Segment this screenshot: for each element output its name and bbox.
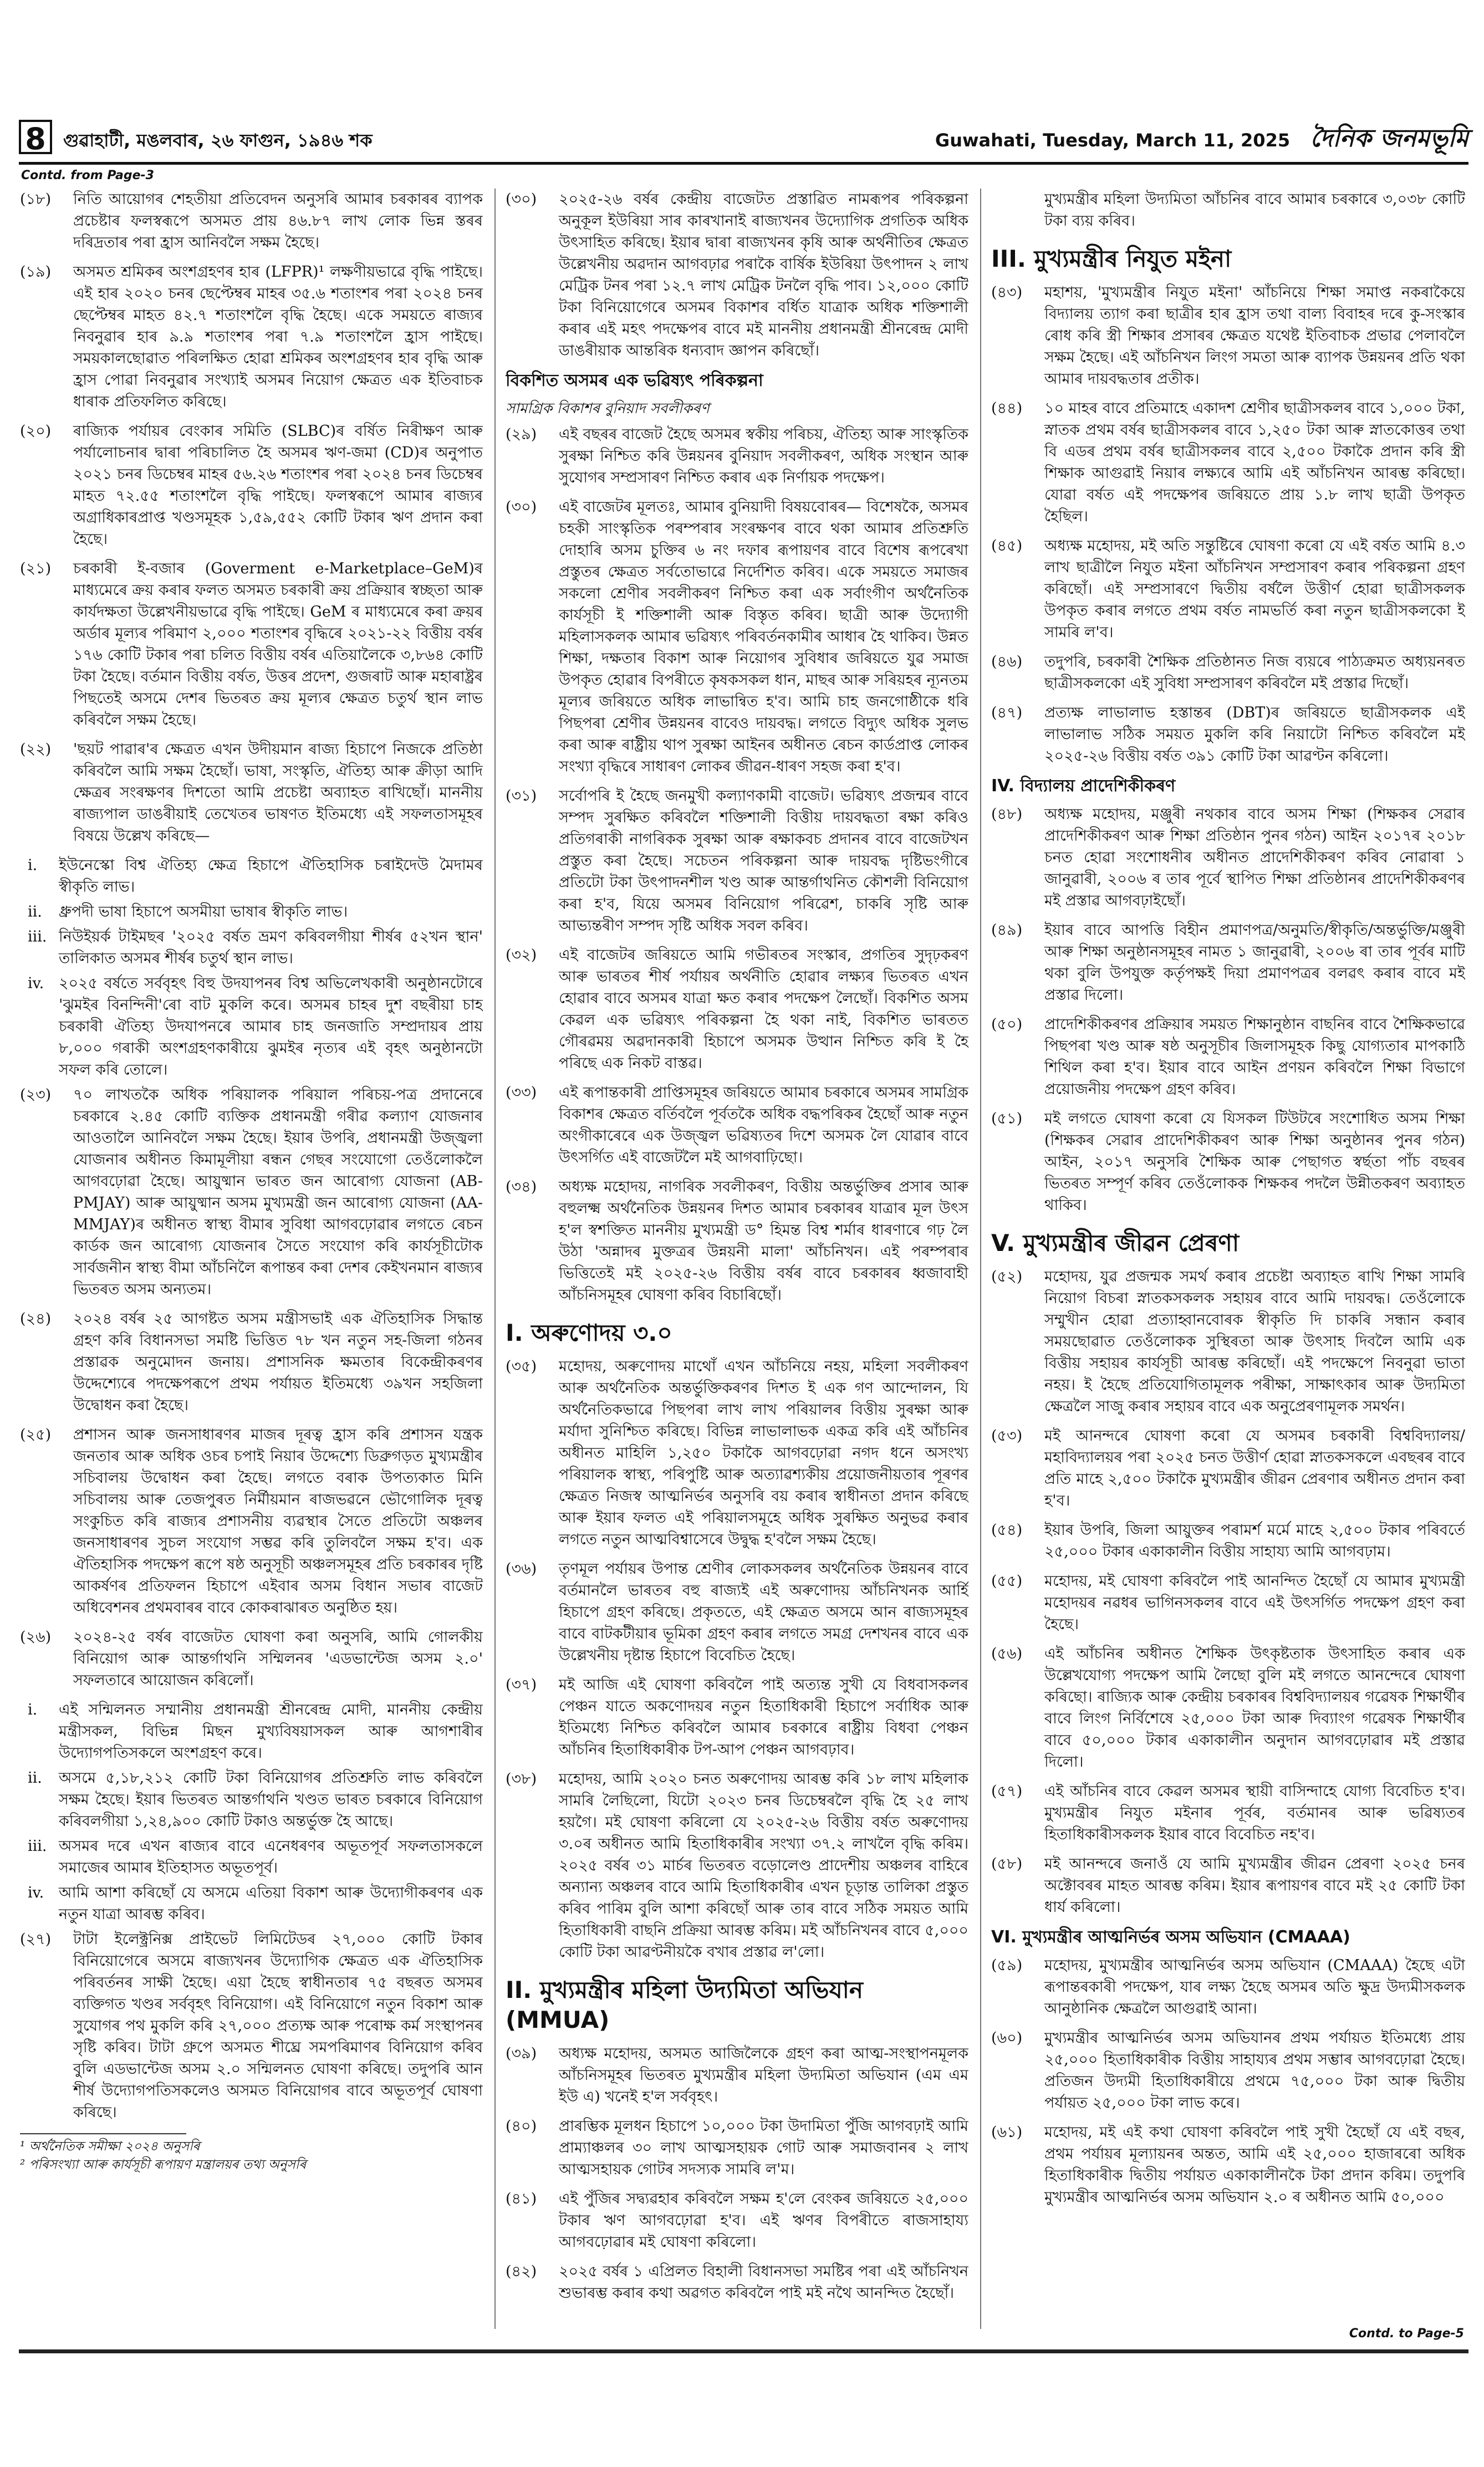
paragraph-number: (৪২)	[506, 2263, 537, 2280]
paragraph	[991, 189, 1465, 232]
sublist-number: iv.	[28, 1884, 44, 1901]
paragraph-text: প্ৰশাসন আৰু জনসাধাৰণৰ মাজৰ দূৰত্ব হ্ৰাস কৰি প্ৰশাসন যন্ত্ৰক জনতাৰ আৰু অধিক ওচৰ চপাই নিয়াৰ উদ্দেশ্যে ডিব্ৰুগড়ত মুখ্যমন্ত্ৰীৰ সচিবালয় উদ্বোধন কৰা হৈছে। লগতে বৰাক উপত্যকাত মিনি সচিবালয় আৰু তেজপুৰত নিৰ্মীয়মান ৰাজভৱনে ভৌগোলিক দূৰত্ব সংকুচিত কৰি ৰাজ্যৰ প্ৰশাসনীয় ব্যৱস্থাৰ সৈতে প্ৰতিটো অঞ্চলৰ জনসাধাৰণৰ সুচল সংযোগ সম্ভৱ কৰি তুলিবলৈ সক্ষম হ'ব। এক ঐতিহাসিক পদক্ষেপ ৰূপে ষষ্ঠ অনুসূচী অঞ্চলসমূহৰ প্ৰতি চৰকাৰৰ দৃষ্টি আকৰ্ষণৰ প্ৰতিফলন হিচাপে এইবাৰ অসম বিধান সভাৰ বাজেট অধিবেশনৰ প্ৰথমবাৰৰ বাবে কোকৰাঝাৰত অনুষ্ঠিত হয়।	[73, 1426, 483, 1616]
paragraph-number: (৪৭)	[991, 704, 1023, 721]
paragraph-number: (২২)	[20, 741, 52, 758]
footnote-rule	[20, 2133, 186, 2134]
paragraph	[506, 2261, 968, 2304]
sublist-item	[20, 901, 483, 923]
dateline-assamese: গুৱাহাটী, মঙলবাৰ, ২৬ ফাগুন, ১৯৪৬ শক	[63, 130, 373, 151]
paragraph	[506, 1558, 968, 1666]
sublist-text: ধ্ৰুপদী ভাষা হিচাপে অসমীয়া ভাষাৰ স্বীকৃতি লাভ।	[59, 903, 348, 920]
paragraph	[991, 1108, 1465, 1216]
column-divider	[980, 189, 981, 2329]
paragraph	[506, 785, 968, 937]
paragraph	[20, 261, 483, 413]
paragraph	[20, 1424, 483, 1619]
paragraph-number: (২৬)	[20, 1629, 52, 1646]
section-heading: VI. মুখ্যমন্ত্ৰীৰ আত্মনিৰ্ভৰ অসম অভিযান (CMAAA)	[991, 1927, 1350, 1947]
paragraph-text: মুখ্যমন্ত্ৰীৰ মহিলা উদ্যমিতা আঁচনিৰ বাবে আমাৰ চৰকাৰে ৩,০৩৮ কোটি টকা ব্যয় কৰিব।	[1044, 191, 1465, 230]
paragraph-group	[991, 282, 1465, 767]
paragraph-group	[506, 424, 968, 1306]
dateline-english: Guwahati, Tuesday, March 11, 2025	[935, 130, 1291, 151]
paragraph-text: এই আঁচনিৰ বাবে কেৱল অসমৰ স্থায়ী বাসিন্দাহে যোগ্য বিবেচিত হ'ব। মুখ্যমন্ত্ৰীৰ নিযুত মইনাৰ পূৰ্বৰ, বৰ্তমানৰ আৰু ভৱিষ্যতৰ হিতাধিকাৰীসকলক ইয়াৰ বাবে বিবেচিত নহ'ব।	[1044, 1783, 1465, 1843]
paragraph	[20, 739, 483, 847]
paragraph-text: ৭০ লাখতকৈ অধিক পৰিয়ালক পৰিয়াল পৰিচয়-পত্ৰ প্ৰদানেৰে চৰকাৰে ২.৪৫ কোটি ব্যক্তিক প্ৰধানমন্ত্ৰী গৰীৱ কল্যাণ যোজনাৰ আওতালৈ আনিবলৈ সক্ষম হৈছে। ইয়াৰ উপৰি, প্ৰধানমন্ত্ৰী উজ্জ্বলা যোজনাৰ অধীনত কিমামূলীয়া ৰন্ধন গেছৰ সংযোগো তেওঁলোকলৈ আগবঢ়োৱা হৈছে। আয়ুষ্মান ভাৰত জন আৰোগ্য যোজনা (AB-PMJAY) আৰু আয়ুষ্মান অসম মুখ্যমন্ত্ৰী জন আৰোগ্য যোজনা (AA-MMJAY)ৰ অধীনত স্বাস্থ্য বীমাৰ সুবিধা আগবঢ়োৱাৰ লগতে ৰেচন কাৰ্ডক জন আৰোগ্য যোজনাৰ সৈতে সংযোগ কৰি কাৰ্যসূচীটোক সাৰ্বজনীন স্বাস্থ্য বীমা আঁচনিলৈ ৰূপান্তৰ কৰা দেশৰ কেইখনমান ৰাজ্যৰ ভিতৰত অসম অন্যতম।	[73, 1086, 483, 1298]
paragraph-number: (৬১)	[991, 2124, 1023, 2141]
paragraph-number: (৫৩)	[991, 1427, 1023, 1444]
sublist-number: i.	[28, 857, 38, 874]
paragraph-number: (২০)	[20, 423, 52, 440]
paragraph	[991, 1853, 1465, 1918]
sublist-number: iii.	[28, 1838, 47, 1855]
paragraph-text: এই বাজেটৰ মূলতঃ, আমাৰ বুনিয়াদী বিষয়বোৰৰ— বিশেষকৈ, অসমৰ চহকী সাংস্কৃতিক পৰম্পৰাৰ সংৰক্ষণৰ বাবে থকা আমাৰ প্ৰতিশ্ৰুতি দোহাৰি অসম চুক্তিৰ ৬ নং দফাৰ ৰূপায়ণৰ বাবে বিশেষ ৰূপৰেখা প্ৰস্তুতৰ ক্ষেত্ৰত সৰ্বতোভাৱে নিৰ্দেশিত কৰিব। একে সময়তে সমাজৰ সকলো শ্ৰেণীৰ সবলীকৰণ নিশ্চিত কৰা এক সৰ্বাংগীণ অৰ্থনৈতিক কাৰ্যসূচী ই শক্তিশালী আৰু বিস্তৃত কৰিব। ছাত্ৰী আৰু উদ্যোগী মহিলাসকলক আমাৰ ভৱিষ্যৎ পৰিবৰ্তনকামীৰ আধাৰ হৈ থাকিব। উন্নত শিক্ষা, দক্ষতাৰ বিকাশ আৰু নিয়োগৰ সুবিধাৰ জৰিয়তে যুৱ সমাজ উপকৃত হোৱাৰ বিপৰীতে কৃষকসকল ধান, মাছৰ আৰু সৰিয়হৰ ন্যূনতম মূল্যৰ জৰিয়তে অধিক লাভান্বিত হ'ব। আমি চাহ জনগোষ্ঠীকে ধৰি পিছপৰা শ্ৰেণীৰ উন্নয়নৰ বাবেও দায়বদ্ধ। লগতে বিদ্যুৎ অধিক সুলভ কৰা আৰু ৰাষ্ট্ৰীয় থাপ সুৰক্ষা আইনৰ অধীনত ৰেচন কাৰ্ডপ্ৰাপ্ত লোকৰ সংখ্যা বৃদ্ধিৰে সাধাৰণ লোকৰ জীৱন-ধাৰণ সহজ কৰা হ'ব।	[559, 499, 968, 775]
paragraph	[20, 1308, 483, 1416]
paragraph-number: (২৩)	[20, 1086, 52, 1103]
header-right	[935, 120, 1468, 160]
paragraph-text: এই আঁচনিৰ অধীনত শৈক্ষিক উৎকৃষ্টতাক উৎসাহিত কৰাৰ এক উল্লেখযোগ্য পদক্ষেপ আমি লৈছো বুলি মই লগতে আনন্দেৰে ঘোষণা কৰিছো। ৰাজ্যিক আৰু কেন্দ্ৰীয় চৰকাৰৰ বিশ্ববিদ্যালয়ৰ গৱেষক শিক্ষাৰ্থীৰ বাবে লিংগ নিৰ্বিশেষে ২৫,০০০ টকা আৰু দিব্যাংগ গৱেষক শিক্ষাৰ্থীৰ বাবে ৫০,০০০ টকাৰ একাকালীন অনুদান আগবঢ়োৱাৰ মই প্ৰস্তাৱ দিলো।	[1044, 1645, 1465, 1771]
column-3	[991, 189, 1465, 2329]
paragraph-text: মহোদয়, যুৱ প্ৰজন্মক সমৰ্থ কৰাৰ প্ৰচেষ্টা অব্যাহত ৰাখি শিক্ষা সামৰি নিয়োগ বিচৰা স্নাতকসকলক সহায়ৰ বাবে আমি দায়বদ্ধ। তেওঁলোকে সম্মুখীন হোৱা প্ৰত্যাহ্বানবোৰক স্বীকৃতি দি চাকৰি সন্ধান কৰাৰ সময়ছোৱাত তেওঁলোকক সুস্থিৰতা আৰু উৎসাহ দিবলৈ আমি এক বিত্তীয় সহায়ৰ কাৰ্যসূচী আৰম্ভ কৰিছোঁ। এই পদক্ষেপে নিবনুৱা ভাতা নহয়। ই হৈছে প্ৰতিযোগিতামূলক পৰীক্ষা, সাক্ষাৎকাৰ আৰু উদ্যমিতা ক্ষেত্ৰলৈ সাজু কৰাৰ সহায়ৰ বাবে এক অনুপ্ৰেৰণামূলক সমৰ্থন।	[1044, 1268, 1465, 1415]
paragraph	[991, 919, 1465, 1006]
sublist-text: ইউনেস্কো বিশ্ব ঐতিহ্য ক্ষেত্ৰ হিচাপে ঐতিহাসিক চৰাইদেউ মৈদামৰ স্বীকৃতি লাভ।	[59, 857, 483, 896]
paragraph-number: (৪৫)	[991, 537, 1023, 555]
header-rule	[19, 162, 1468, 165]
paragraph	[991, 1643, 1465, 1773]
paragraph-text: মই আনন্দৰে জনাওঁ যে আমি মুখ্যমন্ত্ৰীৰ জীৱন প্ৰেৰণা ২০২৫ চনৰ অক্টোবৰৰ মাহত আৰম্ভ কৰিম। ইয়াৰ ৰূপায়ণৰ বাবে মই ২৫ কোটি টকা ধাৰ্য কৰিলো।	[1044, 1855, 1465, 1916]
paragraph-number: (৪৯)	[991, 922, 1023, 939]
paragraph	[20, 1084, 483, 1300]
sublist-item	[20, 926, 483, 969]
paragraph	[506, 1356, 968, 1550]
newspaper-name: দৈনিক জনমভূমি	[1310, 124, 1468, 152]
paragraph-text: এই বাজেটৰ জৰিয়তে আমি গভীৰতৰ সংস্কাৰ, প্ৰগতিৰ সুদৃঢ়কৰণ আৰু ভাৰতৰ শীৰ্ষ পৰ্যায়ৰ অৰ্থনীতি হোৱাৰ লক্ষ্যৰ ভিতৰত এখন হোৱাৰ বাবে অসমৰ যাত্ৰা ক্ষত কৰাৰ পদক্ষেপ লৈছোঁ। বিকশিত অসম কেৱল এক ভৱিষ্যৎ পৰিকল্পনা হৈ থকা নাই, বিকশিত ভাৰতত গৌৰৱময় অৱদানকাৰী হিচাপে অসমক উত্থান নিশ্চিত কৰি ই হৈ পৰিছে এক নিকট বাস্তৱ।	[559, 947, 968, 1072]
paragraph	[506, 1674, 968, 1761]
paragraph-text: ইয়াৰ উপৰি, জিলা আয়ুক্তৰ পৰামৰ্শ মৰ্মে মাহে ২,৫০০ টকাৰ পৰিবৰ্তে ২৫,০০০ টকাৰ একাকালীন বিত্তীয় সাহায্য আমি আগবঢ়াম।	[1044, 1522, 1465, 1560]
sublist-item	[20, 1882, 483, 1925]
paragraph-text: মহোদয়, আমি ২০২০ চনত অৰুণোদয় আৰম্ভ কৰি ১৮ লাখ মহিলাক সামৰি লৈছিলো, যিটো ২০২৩ চনৰ ডিচেম্বৰলৈ বৃদ্ধি হৈ ২৫ লাখ হয়গৈ। মই ঘোষণা কৰিলো যে ২০২৫-২৬ বিত্তীয় বৰ্ষত অৰুণোদয় ৩.০ৰ অধীনত আমি হিতাধিকাৰীৰ সংখ্যা ৩৭.২ লাখলৈ বৃদ্ধি কৰিম। ২০২৫ বৰ্ষৰ ৩১ মাৰ্চৰ ভিতৰত বড়োলেণ্ড প্ৰাদেশীয় অঞ্চলৰ বাহিৰে অন্যান্য অঞ্চলৰ বাবে আমি হিতাধিকাৰীৰ এখন চূড়ান্ত তালিকা প্ৰস্তুত কৰিব পাৰিম বুলি আশা কৰিছোঁ আৰু তাৰ বাবে সঠিক সময়ত আমি হিতাধিকাৰী বাছনি প্ৰক্ৰিয়া আৰম্ভ কৰিম। মই আঁচনিখনৰ বাবে ৫,০০০ কোটি টকা আৱণ্টনীয়কৈ বখাৰ প্ৰস্তাৱ ল'লো।	[559, 1771, 968, 1961]
sublist-number: iii.	[28, 928, 47, 945]
page-number: 8	[19, 120, 52, 154]
paragraph-text: চৰকাৰী ই-বজাৰ (Goverment e-Marketplace–GeM)ৰ মাধ্যমেৰে ক্ৰয় কৰাৰ ফলত অসমত চৰকাৰী ক্ৰয় প্ৰক্ৰিয়াৰ স্বচ্ছতা আৰু কাৰ্যদক্ষতা উল্লেখনীয়ভাৱে বৃদ্ধি পাইছে। GeM ৰ মাধ্যমেৰে কৰা ক্ৰয়ৰ অৰ্ডাৰ মূল্যৰ পৰিমাণ ২,০০০ শতাংশৰ বৃদ্ধিৰে ২০২১-২২ বিত্তীয় বৰ্ষৰ ১৭৬ কোটি টকাৰ পৰা চলিত বিত্তীয় বৰ্ষৰ এতিয়ালৈকে ৩,৮৬৪ কোটি টকা হৈছে। বৰ্তমান বিত্তীয় বৰ্ষত, উত্তৰ প্ৰদেশ, গুজৰাট আৰু মহাৰাষ্ট্ৰৰ পিছতেই অসমে দেশৰ ভিতৰত ক্ৰয় মূল্যৰ ক্ষেত্ৰত চতুৰ্থ স্থান লাভ কৰিবলৈ সক্ষম হৈছে।	[73, 560, 483, 729]
paragraph-number: (৫৬)	[991, 1645, 1023, 1662]
paragraph	[991, 1425, 1465, 1512]
paragraph-text: মই লগতে ঘোষণা কৰো যে যিসকল টিউটৰে সংশোধিত অসম শিক্ষা (শিক্ষকৰ সেৱাৰ প্ৰাদেশিকীকৰণ আৰু শিক্ষা অনুষ্ঠানৰ পুনৰ গঠন) আইন, ২০১৭ অনুসৰি শৈক্ষিক আৰু পেছাগত স্বৰ্ছতা পাঁচ বছৰৰ ভিতৰত সম্পূৰ্ণ কৰিব তেওঁলোকক শিক্ষকৰ পদলৈ উন্নীতকৰণ অব্যাহত থাকিব।	[1044, 1110, 1465, 1214]
paragraph	[506, 424, 968, 489]
paragraph-number: (৫১)	[991, 1110, 1023, 1127]
paragraph-number: (১৮)	[20, 191, 52, 208]
paragraph-text: মই আজি এই ঘোষণা কৰিবলৈ পাই অত্যন্ত সুখী যে বিধবাসকলৰ পেঞ্চন যাতে অকণোদয়ৰ নতুন হিতাধিকাৰী হিচাপে সৰ্বাধিক আৰু ইতিমধ্যে নিশ্চিত কৰিবলৈ আমাৰ চৰকাৰে ৰাষ্ট্ৰীয় বিধবা পেঞ্চন আঁচনিৰ হিতাধিকাৰীক টপ-আপ পেঞ্চন আগবঢ়াব।	[559, 1676, 968, 1758]
paragraph-text: মহোদয়, মুখ্যমন্ত্ৰীৰ আত্মনিৰ্ভৰ অসম অভিযান (CMAAA) হৈছে এটা ৰূপান্তৰকাৰী পদক্ষেপ, যাৰ লক্ষ্য হৈছে অসমৰ অতি ক্ষুদ্ৰ উদ্যমীসকলক আনুষ্ঠানিক ক্ষেত্ৰলৈ আগুৱাই আনা।	[1044, 1957, 1465, 2017]
paragraph-group	[506, 2043, 968, 2304]
paragraph-number: (৫০)	[991, 1016, 1023, 1033]
sublist-text: এই সন্মিলনত সম্মানীয় প্ৰধানমন্ত্ৰী শ্ৰীনৰেন্দ্ৰ মোদী, মাননীয় কেন্দ্ৰীয় মন্ত্ৰীসকল, বিভিন্ন মিছন মুখ্যবিষয়াসকল আৰু আগশাৰীৰ উদ্যোগপতিসকলে অংশগ্ৰহণ কৰে।	[59, 1701, 483, 1762]
paragraph-number: (৫৯)	[991, 1957, 1023, 1974]
paragraph-group	[991, 1266, 1465, 1918]
paragraph	[991, 1781, 1465, 1845]
sublist-item	[20, 1835, 483, 1879]
paragraph-text: তৃণমূল পৰ্যায়ৰ উপান্ত শ্ৰেণীৰ লোকসকলৰ অৰ্থনৈতিক উন্নয়নৰ বাবে বৰ্তমানলৈ ভাৰতৰ বহু ৰাজ্যই এই অৰুণোদয় আঁচনিখনক আৰ্হি হিচাপে গ্ৰহণ কৰিছে। প্ৰকৃততে, এই ক্ষেত্ৰত অসমে আন ৰাজ্যসমূহৰ বাবে বাটকটীয়াৰ ভূমিকা গ্ৰহণ কৰাৰ লগতে সমগ্ৰ দেশখনৰ বাবে এক উল্লেখনীয় দৃষ্টান্ত হিচাপে বিবেচিত হৈছে।	[559, 1560, 968, 1664]
paragraph-text: ইয়াৰ বাবে আপত্তি বিহীন প্ৰমাণপত্ৰ/অনুমতি/স্বীকৃতি/অন্তৰ্ভুক্তি/মঞ্জুৰী আৰু শিক্ষা অনুষ্ঠানসমূহৰ নামত ১ জানুৱাৰী, ২০০৬ ৰা তাৰ পূৰ্বৰ মাটি থকা বুলি উপযুক্ত কৰ্তৃপক্ষই দিয়া প্ৰমাণপত্ৰৰ বলৱৎ কৰাৰ বাবে মই প্ৰস্তাৱ দিলো।	[1044, 922, 1465, 1004]
paragraph-number: (৫৭)	[991, 1783, 1023, 1800]
paragraph-number: (৩৩)	[506, 1084, 537, 1101]
paragraph-text: প্ৰাদেশিকীকৰণৰ প্ৰক্ৰিয়াৰ সময়ত শিক্ষানুষ্ঠান বাছনিৰ বাবে শৈক্ষিকভাৱে পিছপৰা খণ্ড আৰু ষষ্ঠ অনুসূচীৰ জিলাসমূহক কিছু যোগ্যতাৰ মাপকাঠি শিথিল কৰা হ'ব। ইয়াৰ বাবে আইন প্ৰণয়ন কৰিবলৈ শিক্ষা বিভাগে প্ৰয়োজনীয় পদক্ষেপ গ্ৰহণ কৰিব।	[1044, 1016, 1465, 1098]
sublist-number: ii.	[28, 1769, 42, 1787]
paragraph-number: (৬০)	[991, 2029, 1023, 2047]
paragraph-text: প্ৰত্যক্ষ লাভালাভ হস্তান্তৰ (DBT)ৰ জৰিয়তে ছাত্ৰীসকলক এই লাভালাভ সঠিক সময়ত মুকলি কৰি নিয়াটো নিশ্চিত কৰিবলৈ মই ২০২৫-২৬ বিত্তীয় বৰ্ষত ৩৯১ কোটি টকা আৱণ্টন কৰিলো।	[1044, 704, 1465, 765]
paragraph	[991, 702, 1465, 767]
paragraph-number: (৪৮)	[991, 806, 1023, 823]
paragraph-text: মহোদয়, মই এই কথা ঘোষণা কৰিবলৈ পাই সুখী হৈছোঁ যে এই বছৰ, প্ৰথম পৰ্যায়ৰ মূল্যায়নৰ অন্তত, আমি এই ২৫,০০০ হাজাৰৰো অধিক হিতাধিকাৰীক দ্বিতীয় পৰ্যায়ত একাকালীনকৈ টকা প্ৰদান কৰিম। তদুপৰি মুখ্যমন্ত্ৰীৰ আত্মনিৰ্ভৰ অসম অভিযান ২.০ ৰ অধীনত আমি ৫০,০০০	[1044, 2124, 1465, 2206]
paragraph-text: ২০২৪-২৫ বৰ্ষৰ বাজেটত ঘোষণা কৰা অনুসৰি, আমি গোলকীয় বিনিয়োগ আৰু আন্তৰ্গাথনি সম্মিলনৰ 'এডভান্টেজ অসম ২.০' সফলতাৰে আয়োজন কৰিলোঁ।	[73, 1629, 483, 1689]
paragraph	[991, 1519, 1465, 1563]
paragraph	[506, 1176, 968, 1306]
paragraph	[20, 189, 483, 253]
sublist-item	[20, 1767, 483, 1832]
paragraph-number: (৩৫)	[506, 1358, 537, 1375]
sublist-number: iv.	[28, 975, 44, 992]
paragraph-text: ২০২৪ বৰ্ষৰ ২৫ আগষ্টত অসম মন্ত্ৰীসভাই এক ঐতিহাসিক সিদ্ধান্ত গ্ৰহণ কৰি বিধানসভা সমষ্টি ভিত্তিত ৭৮ খন নতুন সহ-জিলা গঠনৰ প্ৰস্তাৱক অনুমোদন জনায়। প্ৰশাসনিক ক্ষমতাৰ বিকেন্দ্ৰীকৰণৰ উদ্দেশ্যেৰে পদক্ষেপৰূপে প্ৰথম পৰ্যায়ত ইতিমধ্যে ৩৯খন সহজিলা উদ্বোধন কৰা হৈছে।	[73, 1310, 483, 1414]
paragraph-group	[20, 1084, 483, 1691]
paragraph-number: (৩১)	[506, 787, 537, 805]
footer-rule	[19, 2349, 1468, 2353]
paragraph-text: নিতি আয়োগৰ শেহতীয়া প্ৰতিবেদন অনুসৰি আমাৰ চৰকাৰৰ ব্যাপক প্ৰচেষ্টাৰ ফলস্বৰূপে অসমত প্ৰায় ৪৬.৮৭ লাখ লোক ভিন্ন স্তৰৰ দৰিদ্ৰতাৰ পৰা হ্ৰাস আনিবলৈ সক্ষম হৈছে।	[73, 191, 483, 251]
paragraph	[506, 496, 968, 777]
paragraph-group	[506, 1356, 968, 1963]
paragraph-text: মই আনন্দৰে ঘোষণা কৰো যে অসমৰ চৰকাৰী বিশ্ববিদ্যালয়/মহাবিদ্যালয়ৰ পৰা ২০২৫ চনত উত্তীৰ্ণ হোৱা স্নাতকসকলে এবছৰৰ বাবে প্ৰতি মাহে ২,৫০০ টকাকৈ মুখ্যমন্ত্ৰীৰ জীৱন প্ৰেৰণাৰ অধীনত প্ৰদান কৰা হ'ব।	[1044, 1427, 1465, 1509]
sublist-number: i.	[28, 1701, 38, 1718]
paragraph	[991, 398, 1465, 527]
paragraph	[991, 1266, 1465, 1417]
paragraph	[991, 1570, 1465, 1635]
paragraph-number: (৪১)	[506, 2190, 537, 2207]
paragraph-number: (৩২)	[506, 947, 537, 964]
paragraph-text: অধ্যক্ষ মহোদয়, অসমত আজিলৈকে গ্ৰহণ কৰা আত্ম-সংস্থাপনমূলক আঁচনিসমূহৰ ভিতৰত মুখ্যমন্ত্ৰীৰ মহিলা উদ্যমিতা অভিযান (এম এম ইউ এ) খনেই হ'ল সৰ্ববৃহৎ।	[559, 2045, 968, 2105]
paragraph-number: (৩৬)	[506, 1560, 537, 1578]
paragraph-group	[20, 189, 483, 847]
paragraph-number: (৪৩)	[991, 284, 1023, 301]
sublist-text: ২০২৫ বৰ্ষতে সৰ্ববৃহৎ বিহু উদযাপনৰ বিশ্ব অভিলেখকাৰী অনুষ্ঠানটোৰে 'ঝুমইৰ বিনন্দিনী'ৰো বাট মুকলি কৰে। অসমৰ চাহৰ দুশ বছৰীয়া চাহ চৰকাৰী ঐতিহ্য উদযাপনৰে আমাৰ চাহ জনজাতি সম্প্ৰদায়ৰ প্ৰায় ৮,০০০ গৰাকী অংশগ্ৰহণকাৰীয়ে ঝুমইৰ নৃত্যৰ এই বৃহৎ অনুষ্ঠানটো সফল কৰি তোলে।	[59, 975, 483, 1079]
paragraph-number: (৪০)	[506, 2118, 537, 2135]
paragraph-number: (৩৯)	[506, 2045, 537, 2062]
section-heading: বিকশিত অসমৰ এক ভৱিষ্যৎ পৰিকল্পনা	[506, 371, 763, 390]
paragraph-text: এই ৰূপান্তকাৰী প্ৰাপ্তিসমূহৰ জৰিয়তে আমাৰ চৰকাৰে অসমৰ সামগ্ৰিক বিকাশৰ ক্ষেত্ৰত বৰ্তিবলৈ পূৰ্বতকৈ অধিক বদ্ধপৰিকৰ হৈছোঁ আৰু নতুন অংগীকাৰেৰে এক উজ্জ্বল ভৱিষ্যতৰ দিশে অসমক লৈ যোৱাৰ বাবে উৎসৰ্গিত এই বাজেটলৈ মই আগবাঢ়িছো।	[559, 1084, 968, 1166]
continued-to-label: Contd. to Page-5	[1349, 2327, 1464, 2341]
paragraph-text: মহোদয়, অৰুণোদয় মাথোঁ এখন আঁচনিয়ে নহয়, মহিলা সবলীকৰণ আৰু অৰ্থনৈতিক অন্তৰ্ভুক্তিকৰণৰ দিশত ই এক গণ আন্দোলন, যি অৰ্থনৈতিকভাৱে পিছপৰা লাখ লাখ পৰিয়ালৰ বিত্তীয় সুৰক্ষা আৰু মৰ্যাদা সুনিশ্চিত কৰিছে। বিভিন্ন লাভালাভক একত্ৰ কৰি এই আঁচনিৰ অধীনত মাহিলি ১,২৫০ টকাকৈ আগবঢ়োৱা নগদ ধনে অসংখ্য পৰিয়ালক স্বাস্থ্য, পৰিপুষ্টি আৰু অত্যাৱশ্যকীয় প্ৰয়োজনীয়তাৰ পূৰণৰ ক্ষেত্ৰত নিজস্ব আত্মনিৰ্ভৰ অনুসৰি বয় কৰাৰ স্বাধীনতা প্ৰদান কৰিছে আৰু ইয়াৰ ফলত এই পৰিয়ালসমূহে অধিক সুৰক্ষিত অনুভৱ কৰাৰ লগতে নতুন আত্মবিশ্বাসেৰে উদ্বুদ্ধ হ'বলৈ সক্ষম হৈছে।	[559, 1358, 968, 1548]
paragraph-text: তদুপৰি, চৰকাৰী শৈক্ষিক প্ৰতিষ্ঠানত নিজ ব্যয়ৰে পাঠ্যক্ৰমত অধ্যয়নৰত ছাত্ৰীসকলকো এই সুবিধা সম্প্ৰসাৰণ কৰিবলৈ মই প্ৰস্তাৱ দিছোঁ।	[1044, 653, 1465, 692]
paragraph-text: ২০২৫-২৬ বৰ্ষৰ কেন্দ্ৰীয় বাজেটত প্ৰস্তাৱিত নামৰূপৰ পৰিকল্পনা অনুকূল ইউৰিয়া সাৰ কাৰখানাই ৰাজ্যখনৰ উদ্যোগিক প্ৰগতিক অধিক উৎসাহিত কৰিছে। ইয়াৰ দ্বাৰা ৰাজ্যখনৰ কৃষি আৰু অৰ্থনীতিৰ ক্ষেত্ৰত উল্লেখনীয় অৱদান আগবঢ়াৱ পৰাকৈ বাৰ্ষিক ইউৰিয়া উৎপাদন ২ লাখ মেট্ৰিক টনৰ পৰা ১২.৭ লাখ মেট্ৰিক টনলৈ বৃদ্ধি পাব। ১২,০০০ কোটি টকা বিনিয়োগেৰে অসমৰ বিকাশৰ বৰ্ধিত যাত্ৰাক অধিক শক্তিশালী কৰাৰ এই মহৎ পদক্ষেপৰ বাবে মই মাননীয় প্ৰধানমন্ত্ৰী শ্ৰীনৰেন্দ্ৰ মোদী ডাঙৰীয়াক আন্তৰিক ধন্যবাদ জ্ঞাপন কৰিছোঁ।	[559, 191, 968, 359]
sublist-text: অসমে ৫,১৮,২১২ কোটি টকা বিনিয়োগৰ প্ৰতিশ্ৰুতি লাভ কৰিবলৈ সক্ষম হৈছে। ইয়াৰ ভিতৰত আন্তৰ্গাথনি খণ্ডত ভাৰত চৰকাৰে বিনিয়োগ কৰিবলগীয়া ১,২৪,৯০০ কোটি টকাও অন্তৰ্ভুক্ত হৈ আছে।	[59, 1769, 483, 1830]
paragraph	[506, 1768, 968, 1963]
paragraph-text: সৰ্বোপৰি ই হৈছে জনমুখী কল্যাণকামী বাজেট। ভৱিষ্যৎ প্ৰজন্মৰ বাবে সম্পদ সুৰক্ষিত কৰিবলৈ শক্তিশালী বিত্তীয় দায়বদ্ধতা ৰক্ষা কৰিও প্ৰতিগৰাকী নাগৰিকক সুৰক্ষা আৰু ৰক্ষাকবচ প্ৰদানৰ বাবে বাজেটখন প্ৰস্তুত কৰা হৈছে। সচেতন পৰিকল্পনা আৰু দায়বদ্ধ দৃষ্টিভংগীৰে প্ৰতিটো টকা উৎপাদনশীল খণ্ড আৰু আন্তৰ্গাথনিত কৌশলী বিনিয়োগ কৰা হ'ব, যিয়ে অসমৰ বিনিয়োগ পৰিৱেশ, চাকৰি সৃষ্টি আৰু আভ্যন্তৰীণ সম্পদ সৃষ্টি অধিক সবল কৰিব।	[559, 787, 968, 934]
paragraph	[506, 944, 968, 1074]
paragraph-text: ১০ মাহৰ বাবে প্ৰতিমাহে একাদশ শ্ৰেণীৰ ছাত্ৰীসকলৰ বাবে ১,০০০ টকা, স্নাতক প্ৰথম বৰ্ষৰ ছাত্ৰীসকলৰ বাবে ১,২৫০ টকা আৰু স্নাতকোত্তৰ তথা বি এডৰ প্ৰথম বৰ্ষৰ ছাত্ৰীসকলৰ বাবে ২,৫০০ টকাকৈ প্ৰদান কৰি স্ত্ৰী শিক্ষাক আগুৱাই নিয়াৰ লক্ষ্যৰে আমি এই আঁচনিখন আৰম্ভ কৰিছো। যোৱা বৰ্ষত এই পদক্ষেপৰ জৰিয়তে প্ৰায় ১.৮ লাখ ছাত্ৰী উপকৃত হৈছিল।	[1044, 400, 1465, 525]
paragraph-group	[991, 803, 1465, 1216]
paragraph	[991, 803, 1465, 912]
paragraph	[506, 2043, 968, 2108]
paragraph	[506, 2115, 968, 2180]
paragraph	[20, 1929, 483, 2123]
paragraph-text: এই পুঁজিৰ সদ্ব্যৱহাৰ কৰিবলৈ সক্ষম হ'লে বেংকৰ জৰিয়তে ২৫,০০০ টকাৰ ঋণ আগবঢ়োৱা হ'ব। এই ঋণৰ বিপৰীতে ৰাজসাহায্য আগবঢ়োৱাৰ মই ঘোষণা কৰিলো।	[559, 2190, 968, 2251]
paragraph-number: (৩০)	[506, 499, 537, 516]
sublist	[20, 854, 483, 1081]
column-1	[20, 189, 483, 2329]
section-heading: I. অৰুণোদয় ৩.০	[506, 1319, 672, 1346]
paragraph-group	[991, 1955, 1465, 2208]
paragraph-text: টাটা ইলেক্ট্ৰনিক্স প্ৰাইভেট লিমিটেডৰ ২৭,০০০ কোটি টকাৰ বিনিয়োগেৰে অসমে ৰাজ্যখনৰ উদ্যোগিক ক্ষেত্ৰত এক ঐতিহাসিক পৰিবৰ্তনৰ সাক্ষী হৈছে। এয়া হৈছে স্বাধীনতাৰ ৭৫ বছৰত অসমৰ ব্যক্তিগত খণ্ডৰ সৰ্ববৃহৎ বিনিয়োগ। এই বিনিয়োগে নতুন বিকাশ আৰু সুযোগৰ পথ মুকলি কৰি ২৭,০০০ প্ৰত্যক্ষ আৰু পৰোক্ষ কৰ্ম সংস্থাপনৰ সৃষ্টি কৰিব। টাটা গ্ৰুপে অসমত শীঘ্ৰে সমপৰিমাণৰ বিনিয়োগ কৰিব বুলি এডভান্টেজ অসম ২.০ সন্মিলনত ঘোষণা কৰিছে। তদুপৰি আন শীৰ্ষ উদ্যোগপতিসকলেও অসমত বিনিয়োগৰ বাবে অভূতপূৰ্ব ঘোষণা কৰিছে।	[73, 1931, 483, 2121]
paragraph-number: (৪৪)	[991, 400, 1023, 417]
sublist-number: ii.	[28, 903, 42, 920]
paragraph	[20, 1626, 483, 1691]
paragraph	[991, 651, 1465, 694]
sublist	[20, 1699, 483, 1925]
column-2	[506, 189, 968, 2329]
page-header	[19, 120, 1468, 159]
paragraph-number: (৫২)	[991, 1268, 1023, 1285]
paragraph-text: 'ছয়ট পাৱাৰ'ৰ ক্ষেত্ৰত এখন উদীয়মান ৰাজ্য হিচাপে নিজকে প্ৰতিষ্ঠা কৰিবলৈ আমি সক্ষম হৈছোঁ। ভাষা, সংস্কৃতি, ঐতিহ্য আৰু ক্ৰীড়া আদি ক্ষেত্ৰৰ সংৰক্ষণৰ দিশতো আমি প্ৰচেষ্টা অব্যাহত ৰাখিছোঁ। মাননীয় ৰাজ্যপাল ডাঙৰীয়াই তেখেতৰ ভাষণত ইতিমধ্যে এই সফলতাসমূহৰ বিষয়ে উল্লেখ কৰিছে—	[73, 741, 483, 845]
paragraph-number: (৫৮)	[991, 1855, 1023, 1873]
paragraph-number: (৩৮)	[506, 1771, 537, 1788]
paragraph-text: প্ৰাৰম্ভিক মূলধন হিচাপে ১০,০০০ টকা উদামিতা পুঁজি আগবঢ়াই আমি প্ৰাম্যাঞ্চলৰ ৩০ লাখ আত্মসহায়ক গোট আৰু সমাজবানৰ ২ লাখ আত্মসহায়ক গোটৰ সদস্যক সামৰি ল'ম।	[559, 2118, 968, 2178]
paragraph	[991, 1955, 1465, 2020]
paragraph	[20, 420, 483, 550]
paragraph	[991, 535, 1465, 643]
sublist-text: অসমৰ দৰে এখন ৰাজ্যৰ বাবে এনেধৰণৰ অভূতপূৰ্ব সফলতাসকলে সমাজেৰ আমাৰ ইতিহাসত অভূতপূৰ্ব।	[59, 1838, 483, 1876]
paragraph	[991, 1014, 1465, 1100]
paragraph-text: মুখ্যমন্ত্ৰীৰ আত্মনিৰ্ভৰ অসম অভিযানৰ প্ৰথম পৰ্যায়ত ইতিমধ্যে প্ৰায় ২৫,০০০ হিতাধিকাৰীক বিত্তীয় সাহায্যৰ প্ৰথম সম্ভাৰ আগবঢ়োৱা হৈছে। প্ৰতিজন উদ্যমী হিতাধিকাৰীয়ে প্ৰথমে ৭৫,০০০ টকা আৰু দ্বিতীয় পৰ্যায়ত ২৫,০০০ টকা লাভ কৰে।	[1044, 2029, 1465, 2112]
paragraph-number: (৫৪)	[991, 1522, 1023, 1539]
paragraph-number: (২৭)	[20, 1931, 52, 1948]
paragraph-number: (৫৫)	[991, 1573, 1023, 1590]
paragraph-number: (২১)	[20, 560, 52, 577]
paragraph	[506, 1082, 968, 1168]
sublist-item	[20, 854, 483, 898]
footnote: ² পৰিসংখ্যা আৰু কাৰ্যসূচী ৰূপায়ণ মন্ত্ৰালয়ৰ তথ্য অনুসৰি	[20, 2158, 307, 2172]
paragraph-text: ৰাজ্যিক পৰ্যায়ৰ বেংকাৰ সমিতি (SLBC)ৰ বৰ্ষিত নিৰীক্ষণ আৰু পৰ্যালোচনাৰ দ্বাৰা পৰিচালিত হৈ অসমৰ ঋণ-জমা (CD)ৰ অনুপাত ২০২১ চনৰ ডিচেম্বৰ মাহৰ ৫৬.২৬ শতাংশৰ পৰা ২০২৪ চনৰ ডিচেম্বৰ মাহত ৭২.৫৫ শতাংশলৈ বৃদ্ধি পাইছে। ফলস্বৰূপে আমাৰ ৰাজ্যৰ অগ্ৰাধিকাৰপ্ৰাপ্ত খণ্ডসমূহক ১,৫৯,৫৫২ কোটি টকাৰ ঋণ প্ৰদান কৰা হৈছে।	[73, 423, 483, 548]
paragraph-number: (১৯)	[20, 263, 52, 281]
continued-from-label: Contd. from Page-3	[21, 169, 154, 182]
paragraph	[991, 282, 1465, 390]
paragraph	[991, 2122, 1465, 2208]
paragraph-number: (৪৬)	[991, 653, 1023, 670]
paragraph-group	[506, 189, 968, 362]
sublist-item	[20, 973, 483, 1081]
paragraph-number: (৩৪)	[506, 1178, 537, 1196]
section-heading: III. মুখ্যমন্ত্ৰীৰ নিযুত মইনা	[991, 245, 1232, 272]
paragraph-group	[20, 1929, 483, 2123]
section-heading: V. মুখ্যমন্ত্ৰীৰ জীৱন প্ৰেৰণা	[991, 1229, 1239, 1257]
paragraph	[506, 189, 968, 362]
paragraph-text: এই বছৰৰ বাজেট হৈছে অসমৰ স্বকীয় পৰিচয়, ঐতিহ্য আৰু সাংস্কৃতিক সুৰক্ষা নিশ্চিত কৰি উন্নয়নৰ বুনিয়াদ সবলীকৰণ, অধিক সংস্থান আৰু সুযোগৰ সম্প্ৰসাৰণ নিশ্চিত কৰাৰ এক নিৰ্ণায়ক পদক্ষেপ।	[559, 426, 968, 486]
paragraph-number: (২৫)	[20, 1426, 52, 1443]
paragraph	[506, 2188, 968, 2253]
paragraph-number: (২৯)	[506, 426, 537, 443]
paragraph-number: (৩০)	[506, 191, 537, 208]
section-heading: IV. বিদ্যালয় প্ৰাদেশিকীকৰণ	[991, 776, 1176, 796]
sublist-text: নিউইয়ৰ্ক টাইমছৰ '২০২৫ বৰ্ষত ভ্ৰমণ কৰিবলগীয়া শীৰ্ষৰ ৫২খন স্থান' তালিকাত অসমৰ শীৰ্ষৰ চতুৰ্থ স্থান লাভ।	[59, 928, 483, 967]
paragraph-number: (৩৭)	[506, 1676, 537, 1693]
column-divider	[494, 189, 496, 2329]
paragraph-text: মহাশয়, 'মুখ্যমন্ত্ৰীৰ নিযুত মইনা' আঁচনিয়ে শিক্ষা সমাপ্ত নকৰাকৈয়ে বিদ্যালয় ত্যাগ কৰা ছাত্ৰীৰ হাৰ হ্ৰাস তথা বাল্য বিবাহৰ দৰে কু-সংস্কাৰ ৰোধ কৰি স্ত্ৰী শিক্ষাৰ প্ৰসাৰৰ ক্ষেত্ৰত যথেষ্ট ইতিবাচক প্ৰভাৱ পেলাবলৈ সক্ষম হৈছে। এই আঁচনিখন লিংগ সমতা আৰু ব্যাপক উন্নয়নৰ প্ৰতি থকা আমাৰ দায়বদ্ধতাৰ প্ৰতীক।	[1044, 284, 1465, 388]
paragraph-number: (২৪)	[20, 1310, 52, 1327]
sublist-text: আমি আশা কৰিছোঁ যে অসমে এতিয়া বিকাশ আৰু উদ্যোগীকৰণৰ এক নতুন যাত্ৰা আৰম্ভ কৰিব।	[59, 1884, 483, 1923]
sublist-item	[20, 1699, 483, 1764]
section-subheading: সামগ্ৰিক বিকাশৰ বুনিয়াদ সবলীকৰণ	[506, 400, 710, 417]
paragraph-text: অধ্যক্ষ মহোদয়, মঞ্জুৰী নথকাৰ বাবে অসম শিক্ষা (শিক্ষকৰ সেৱাৰ প্ৰাদেশিকীকৰণ আৰু শিক্ষা প্ৰতিষ্ঠান পুনৰ গঠন) আইন ২০১৭ৰ ২০১৮ চনত হোৱা সংশোধনীৰ অধীনত প্ৰাদেশিকীকৰণ কৰিব নোৱাৰা ১ জানুৱাৰী, ২০০৬ ৰ তাৰ পূৰ্বে স্থাপিত শিক্ষা প্ৰতিষ্ঠানৰ প্ৰাদেশিকীকৰণৰ মই প্ৰস্তাৱ আগবঢ়াইছোঁ।	[1044, 806, 1465, 909]
paragraph-text: মহোদয়, মই ঘোষণা কৰিবলৈ পাই আনন্দিত হৈছোঁ যে আমাৰ মুখ্যমন্ত্ৰী মহোদয়ৰ নৱধৰ ভাগিনসকলৰ বাবে এই উৎসৰ্গিত পদক্ষেপ গ্ৰহণ কৰা হৈছে।	[1044, 1573, 1465, 1633]
section-heading: II. মুখ্যমন্ত্ৰীৰ মহিলা উদ্যমিতা অভিযান (MMUA)	[506, 1976, 863, 2033]
paragraph-text: ২০২৫ বৰ্ষৰ ১ এপ্ৰিলত বিহালী বিধানসভা সমষ্টিৰ পৰা এই আঁচনিখন শুভাৰম্ভ কৰাৰ কথা অৱগত কৰিবলৈ পাই মই নথৈ আনন্দিত হৈছোঁ।	[559, 2263, 968, 2302]
paragraph	[991, 2027, 1465, 2114]
paragraph-text: অধ্যক্ষ মহোদয়, মই অতি সন্তুষ্টিৰে ঘোষণা কৰো যে এই বৰ্ষত আমি ৪.৩ লাখ ছাত্ৰীলৈ নিযুত মইনা আঁচনিখন সম্প্ৰসাৰণ কৰাৰ পৰিকল্পনা গ্ৰহণ কৰিছোঁ। এই সম্প্ৰসাৰণে দ্বিতীয় বৰ্ষলৈ উত্তীৰ্ণ হোৱা ছাত্ৰীসকলক উপকৃত কৰাৰ লগতে প্ৰথম বৰ্ষত নামভৰ্তি কৰা নতুন ছাত্ৰীসকলকো ই সামৰি ল'ব।	[1044, 537, 1465, 641]
paragraph-text: অধ্যক্ষ মহোদয়, নাগৰিক সবলীকৰণ, বিত্তীয় অন্তৰ্ভুক্তিৰ প্ৰসাৰ আৰু বহুলক্ষ্ম অৰ্থনৈতিক উন্নয়নৰ দিশত আমাৰ চৰকাৰৰ যাত্ৰাৰ মূল উৎস হ'ল স্বশক্তিত মাননীয় মুখ্যমন্ত্ৰী ড° হিমন্ত বিশ্ব শৰ্মাৰ ধাৰণাৰে গঢ় লৈ উঠা 'অন্নাদৰ মুক্তত্ৰৰ উন্নয়নী মালা' আঁচনিখন। এই পৰম্পৰাৰ ভিত্তিতেই মই ২০২৫-২৬ বিত্তীয় বৰ্ষৰ বাবে চৰকাৰৰ ধ্বজাবাহী আঁচনিসমূহৰ ঘোষণা কৰিব বিচাৰিছোঁ।	[559, 1178, 968, 1304]
paragraph-text: অসমত শ্ৰমিকৰ অংশগ্ৰহণৰ হাৰ (LFPR)¹ লক্ষণীয়ভাৱে বৃদ্ধি পাইছে। এই হাৰ ২০২০ চনৰ ছেপ্টেম্বৰ মাহৰ ৩৫.৬ শতাংশৰ পৰা ২০২৪ চনৰ ছেপ্টেম্বৰ মাহত ৪২.৭ শতাংশলৈ বৃদ্ধি হৈছে। একে সময়তে ৰাজ্যৰ নিবনুৱাৰ হাৰ ৯.৯ শতাংশৰ পৰা ৭.৯ শতাংশলৈ হ্ৰাস পাইছে। সময়কালছোৱাত পৰিলক্ষিত হোৱা শ্ৰমিকৰ অংশগ্ৰহণৰ হাৰ বৃদ্ধি আৰু হ্ৰাস পোৱা নিবনুৱাৰ সংখ্যাই অসমৰ নিয়োগ ক্ষেত্ৰত এক ইতিবাচক ধাৰাক প্ৰতিফলিত কৰিছে।	[73, 263, 483, 410]
footnote: ¹ অৰ্থনৈতিক সমীক্ষা ২০২৪ অনুসৰি	[20, 2139, 200, 2154]
paragraph	[20, 558, 483, 731]
